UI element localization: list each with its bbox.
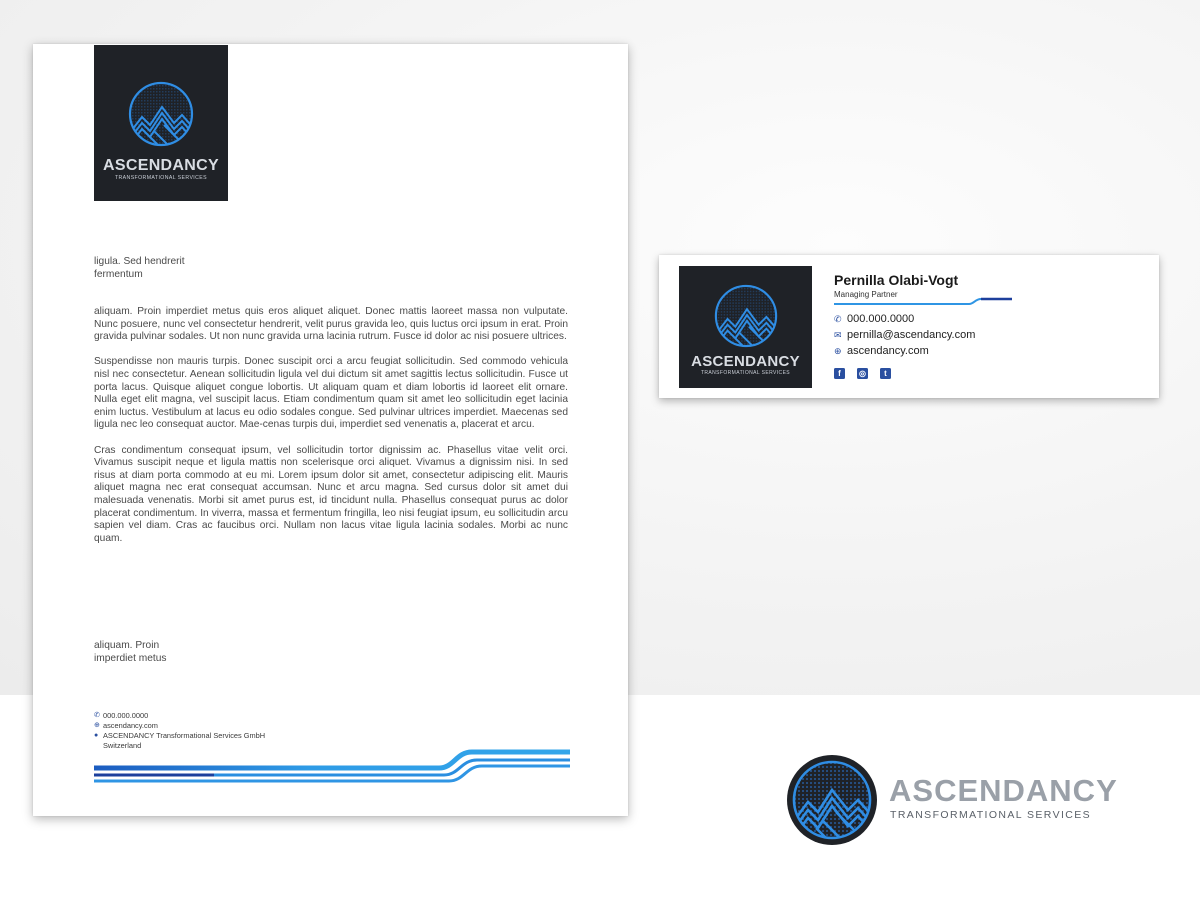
signature-email-link[interactable]: pernilla@ascendancy.com: [847, 329, 976, 341]
mail-icon: ✉: [834, 329, 842, 340]
twitter-icon[interactable]: t: [880, 368, 891, 379]
mountain-circle-icon: [786, 754, 878, 846]
body-paragraph: Suspendisse non mauris turpis. Donec suscipit orci a arcu feugiat sollicitudin. Sed commodo vehicula nisl nec consectetur. Aenean sollicitudin ligula vel dui dictum sit amet sagittis lectus sollicitudin. Fusce ut porta lacus. Quisque aliquet congue lobortis. Ut aliquam quam et diam lobortis id laoreet elit ornare. Nulla eget elit magna, vel suscipit lacus. Etiam condimentum quam sit amet leo sollicitudin eget lacinia enim luctus. Vestibulum at lacus eu odio sodales congue. Sed pulvinar ultrices imperdiet. Maecenas sed ligula nec leo consequat auctor. Mae-cenas turpis dui, imperdiet sed venenatis a, placerat et arcu.: [94, 356, 568, 431]
letterhead-brand-tagline: TRANSFORMATIONAL SERVICES: [114, 175, 208, 181]
location-pin-icon: ●: [94, 732, 99, 739]
globe-icon: ⊕: [834, 345, 842, 356]
address-block: [94, 256, 274, 281]
signature-website-link[interactable]: ascendancy.com: [847, 345, 929, 357]
closing-block: [94, 640, 274, 665]
big-brand-name: ASCENDANCY: [889, 773, 1118, 808]
signature-role: Managing Partner: [834, 290, 898, 299]
footer-address-line2: Switzerland: [103, 741, 142, 750]
closing-line: imperdiet metus: [94, 652, 167, 664]
signature-divider-swoosh: [834, 296, 1014, 306]
mountain-circle-icon: [712, 282, 780, 350]
body-paragraph: aliquam. Proin imperdiet metus quis eros aliquet aliquet. Donec mattis laoreet massa non vulputate. Nunc posuere, nunc vel consectetur hendrerit, velit purus gravida leo, quis luctus orci ipsum in erat. Proin gravida pulvinar sodales. Ut non nunc gravida urna lacinia rutrum. Fusce id dolor ac nisi posuere ultrices.: [94, 306, 568, 343]
footer-phone: 000.000.0000: [103, 711, 149, 720]
social-icons: [834, 368, 891, 379]
address-line: ligula. Sed hendrerit: [94, 256, 185, 267]
letterhead-page: [33, 44, 628, 816]
phone-icon: ✆: [94, 712, 100, 719]
footer-address-line1: ASCENDANCY Transformational Services GmbH: [103, 731, 266, 740]
signature-brand-tagline: TRANSFORMATIONAL SERVICES: [700, 370, 791, 376]
phone-icon: ✆: [834, 313, 842, 324]
mountain-circle-icon: [126, 79, 196, 149]
closing-line: aliquam. Proin: [94, 640, 160, 651]
signature-brand-name: ASCENDANCY: [691, 353, 800, 370]
signature-name: Pernilla Olabi-Vogt: [834, 272, 959, 288]
letter-body: [94, 306, 568, 558]
letterhead-swoosh-graphic: [94, 744, 570, 786]
footer-website: ascendancy.com: [103, 721, 158, 730]
facebook-icon[interactable]: f: [834, 368, 845, 379]
signature-phone-row: [834, 313, 914, 325]
big-brand-tagline: TRANSFORMATIONAL SERVICES: [890, 809, 1092, 821]
signature-email-row: [834, 329, 975, 341]
instagram-icon[interactable]: ◎: [857, 368, 868, 379]
body-paragraph: Cras condimentum consequat ipsum, vel sollicitudin tortor dignissim ac. Phasellus vitae velit orci. Vivamus suscipit neque et ligula mattis non scelerisque orci aliquet. Vivamus a dignissim nisi. In sed risus at diam porta commodo at eu mi. Lorem ipsum dolor sit amet, consectetur adipiscing elit. Mauris aliquet magna nec erat consequat accumsan. Nunc et arcu magna. Sed cursus dolor sit amet dui malesuada venenatis. Morbi sit amet purus est, id tincidunt nulla. Phasellus consequat purus ac dolor placerat condimentum. In viverra, massa et fermentum fringilla, leo nisi feugiat ipsum, eu sollicitudin arcu sapien vel diam. Cras ac faucibus orci. Nullam non lacus vitae ligula lacinia sodales. Morbi ac nunc quam.: [94, 444, 568, 544]
globe-icon: ⊕: [94, 722, 100, 729]
signature-website-row: [834, 345, 929, 357]
letterhead-brand-name: ASCENDANCY: [103, 157, 219, 174]
email-signature-card: [659, 255, 1159, 398]
signature-logo: [679, 266, 812, 388]
address-line: fermentum: [94, 268, 143, 280]
letterhead-logo: [94, 45, 228, 201]
signature-phone[interactable]: 000.000.0000: [847, 313, 915, 325]
